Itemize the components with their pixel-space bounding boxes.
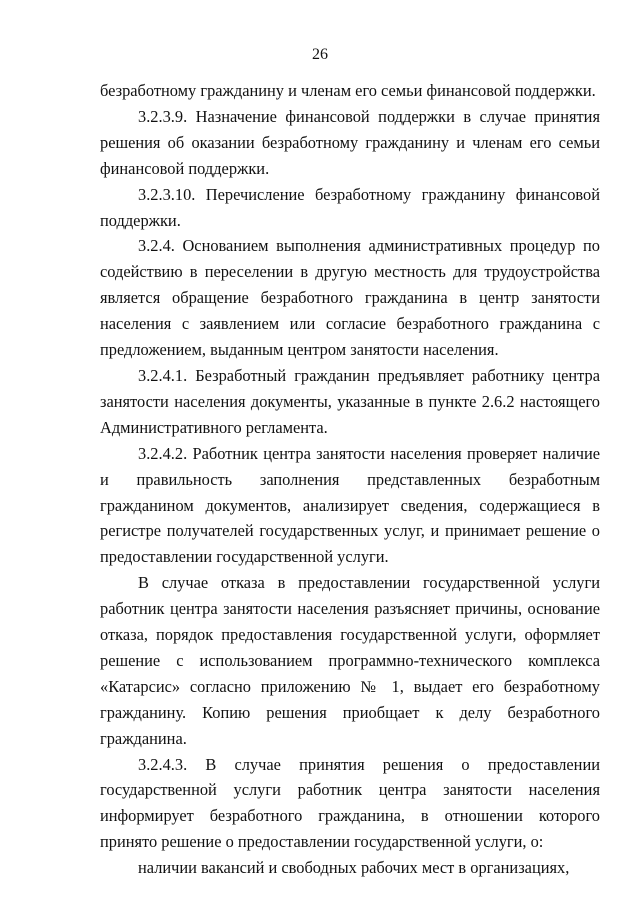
paragraph: 3.2.3.9. Назначение финансовой поддержки в случае принятия решения об оказании безработному гражданину и членам его семьи финансовой поддержки. (100, 106, 600, 178)
page-number: 26 (312, 46, 328, 63)
paragraph: 3.2.4.3. В случае принятия решения о предоставлении государственной услуги работник центра занятости населения информирует безработного гражданина, в отношении которого принято решение о предоставлении государственной услуги, о: (100, 754, 600, 852)
paragraph: 3.2.4.2. Работник центра занятости населения проверяет наличие и правильность заполнения представленных безработным гражданином документов, анализирует сведения, содержащиеся в регистре получателей государственных услуг, и принимает решение о предоставлении государственной услуги. (100, 443, 600, 567)
paragraph: 3.2.3.10. Перечисление безработному гражданину финансовой поддержки. (100, 184, 600, 230)
paragraph: 3.2.4.1. Безработный гражданин предъявляет работнику центра занятости населения документы, указанные в пункте 2.6.2 настоящего Административного регламента. (100, 365, 600, 437)
document-body (100, 78, 600, 881)
paragraph: наличии вакансий и свободных рабочих мест в организациях, (138, 858, 570, 878)
paragraph: В случае отказа в предоставлении государственной услуги работник центра занятости населения разъясняет причины, основание отказа, порядок предоставления государственной услуги, оформляет решение с использованием программно-технического комплекса «Катарсис» согласно приложению № 1, выдает его безработному гражданину. Копию решения приобщает к делу безработного гражданина. (100, 573, 600, 748)
paragraph: 3.2.4. Основанием выполнения административных процедур по содействию в переселении в другую местность для трудоустройства является обращение безработного гражданина в центр занятости населения с заявлением или согласие безработного гражданина с предложением, выданным центром занятости населения. (100, 236, 600, 360)
paragraph: безработному гражданину и членам его семьи финансовой поддержки. (100, 81, 596, 100)
